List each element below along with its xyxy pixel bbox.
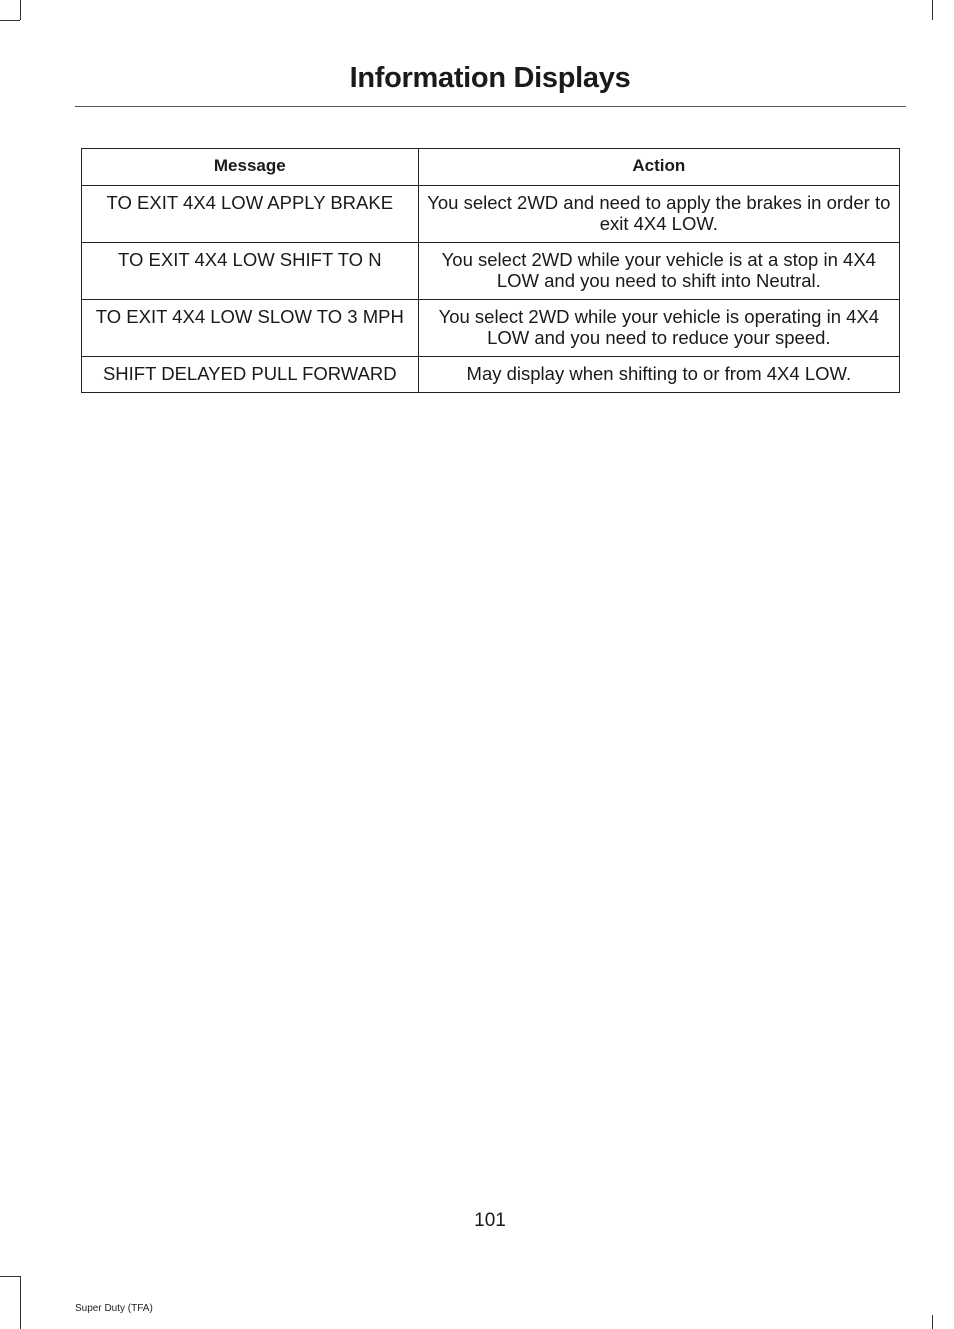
table-row <box>82 243 900 300</box>
page-number: 101 <box>474 1210 506 1231</box>
table-row <box>82 186 900 243</box>
message-cell: TO EXIT 4X4 LOW SHIFT TO N <box>82 243 419 300</box>
table-header-row <box>82 149 900 186</box>
crop-mark-bottom-left-v2 <box>20 1315 21 1329</box>
message-table <box>81 148 900 393</box>
crop-mark-top-left-h <box>0 20 20 21</box>
footer-model-label: Super Duty (TFA) <box>75 1303 153 1314</box>
page-title: Information Displays <box>349 62 631 94</box>
action-cell: You select 2WD and need to apply the brakes in order to exit 4X4 LOW. <box>418 186 899 243</box>
crop-mark-bottom-right-v <box>932 1315 933 1329</box>
table-row <box>82 357 900 393</box>
crop-mark-bottom-left-h <box>0 1276 20 1277</box>
title-divider <box>75 106 906 107</box>
crop-mark-top-right-v <box>932 0 933 20</box>
action-cell: You select 2WD while your vehicle is operating in 4X4 LOW and you need to reduce your speed. <box>418 300 899 357</box>
message-cell: TO EXIT 4X4 LOW APPLY BRAKE <box>82 186 419 243</box>
column-header-action: Action <box>418 149 899 186</box>
action-cell: You select 2WD while your vehicle is at a stop in 4X4 LOW and you need to shift into Neutral. <box>418 243 899 300</box>
column-header-message: Message <box>82 149 419 186</box>
crop-mark-top-left-v <box>20 0 21 20</box>
action-cell: May display when shifting to or from 4X4 LOW. <box>418 357 899 393</box>
message-cell: SHIFT DELAYED PULL FORWARD <box>82 357 419 393</box>
message-cell: TO EXIT 4X4 LOW SLOW TO 3 MPH <box>82 300 419 357</box>
table-row <box>82 300 900 357</box>
